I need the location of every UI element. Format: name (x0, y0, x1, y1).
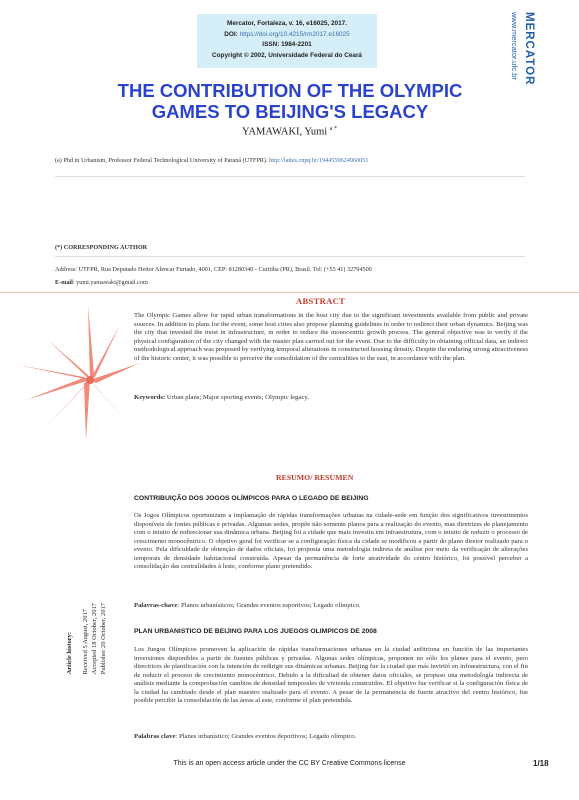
es-text: Los Juegos Olímpicos promoven la aplicación de rápidas transformaciones urbanas en la ciudad anfitriona en función de las importantes inversiones disponibles a partir de fuentes públicas y privadas. Algunas sedes olímpicas, proponen no sólo los planes para el evento, pero directrices de planificación con la intención de redirigir sus dinámicas urbanas. Beijing fue la ciudad que más invirtió en infraestructura, con el fin de reducir el proceso de crecimiento monocéntrico. Debido a la dificultad de obtener datos oficiales, se propuso una metodología indirecta de análisis mediante la comprobación cambios de densidad temporales de vivienda construidos. El objetivo fue verificar si la configuración física de la ciudad ha cambiado desde el plan maestro realizado para el evento. A pesar de la permanencia de fuerte atractivo del centro histórico, fue posible percibir la consolidación de las áreas al este, conforme el plan pretendida. (134, 646, 528, 704)
logo-word: MERCATOR (523, 12, 535, 86)
affiliation-link[interactable]: http://lattes.cnpq.br/1944559624960051 (269, 157, 369, 164)
citation: Mercator, Fortaleza, v. 16, e16025, 2017. (227, 20, 347, 27)
pt-text: Os Jogos Olímpicos oportunizam a implantação de rápidas transformações urbanas na cidade-sede em função dos significativos investimentos disponíveis de fontes públicas e privadas. Algumas sedes, propõe não somente planos para a realização do evento, mas diretrizes de planejamento com o intuito de redirecionar sua dinâmica urbana. Beijing foi a cidade que mais investiu em infraestrutura, com o intuito de reduzir o processo de crescimento monocêntrico. O objetivo geral foi verificar se a configuração física da cidade se modificou a partir do plano diretor realizado para o evento. Pela dificuldade de obtenção de dados oficiais, foi proposta uma metodologia indireta de análise por meio da verificação de alterações temporais de densidade habitacional construída. Apesar da permanência de forte atratividade do centro histórico, foi possível perceber a consolidação das centralidades à leste, conforme plano pretendido. (134, 512, 528, 570)
doi-link[interactable]: https://doi.org/10.4215/rm2017.e16025 (239, 30, 350, 38)
doi-label: DOI: (224, 30, 238, 38)
divider (0, 292, 579, 293)
email-line (55, 279, 148, 286)
abstract-text: The Olympic Games allow for rapid urban transformations in the host city due to the significant investments available from public and private sources. In addition to plans for the event, some host cities also propose planning guidelines in order to redirect their urban dynamics. Beijing was the city that invested the most in infrastructure, in order to reduce the monocentric growth process. The general objective was to verify if the physical configuration of the city changed with the master plan carried out for the event. Due to the difficulty in obtaining official data, an indirect methodological approach was proposed by verifying temporal alterations in constructed housing density. Despite the enduring strong attractiveness of the historic center, it was possible to perceive the consolidation of the centralities to the east, in accordance with the plan. (134, 312, 528, 362)
email-label: E-mail (55, 279, 73, 286)
title-line-1: THE CONTRIBUTION OF THE OLYMPIC (117, 80, 463, 101)
compass-star-icon (18, 305, 140, 440)
keywords: Urban plans; Major sporting events; Olympic legacy. (165, 394, 309, 401)
doi-line (197, 30, 377, 41)
pt-title: CONTRIBUIÇÃO DOS JOGOS OLÍMPICOS PARA O LEGADO DE BEIJING (134, 495, 369, 502)
es-keywords (134, 733, 528, 742)
title-line-2: GAMES TO BEIJING'S LEGACY (151, 101, 429, 122)
es-keywords-text: : Planes urbanístico; Grandes eventos deportivos; Legado olímpico. (175, 733, 357, 740)
es-keywords-label: Palabras clave (134, 733, 176, 740)
keywords-label: Keywords: (134, 394, 166, 401)
history-published: Publisher 20 October, 2017 (100, 602, 107, 674)
license-footer: This is an open access article under the CC BY Creative Commons license (173, 760, 406, 767)
resumo-heading: RESUMO/ RESUMEN (276, 473, 354, 482)
author-name: YAMAWAKI, Yumi (242, 126, 328, 138)
history-label: Article history: (66, 631, 73, 674)
affiliation (55, 157, 368, 164)
history-received: Received 5 August, 2017 (82, 608, 89, 674)
pt-keywords-text: : Planos urbanísticos; Grandes eventos esportivos; Legado olímpico. (177, 602, 361, 609)
copyright: Copyright © 2002, Universidade Federal do Ceará (212, 51, 362, 59)
address: Address: UTFPR, Rua Deputado Heitor Alencar Furtado, 4001, CEP: 81280340 - Curitiba (PR), Brasil. Tel: (+55 41) 32794500 (55, 266, 372, 273)
issn: ISSN: 1984-2201 (262, 41, 312, 48)
pt-keywords (134, 602, 528, 611)
history-accepted: Accepted 18 October, 2017 (91, 602, 98, 674)
site-url[interactable]: www.mercator.ufc.br (510, 12, 519, 80)
es-title: PLAN URBANISTICO DE BEIJING PARA LOS JUEGOS OLIMPICOS DE 2008 (134, 628, 377, 635)
abstract-keywords (134, 394, 528, 403)
pt-keywords-label: Palavras-chave (134, 602, 178, 609)
article-title (60, 80, 520, 122)
divider (55, 256, 525, 257)
author-marks: a * (329, 126, 337, 132)
email[interactable]: : yumi.yamawaki@gmail.com (72, 279, 148, 286)
author (0, 126, 579, 138)
corresponding-heading: (*) CORRESPONDING AUTHOR (55, 244, 148, 251)
article-history (66, 572, 126, 674)
page-number: 1/18 (533, 759, 549, 768)
affiliation-text: (a) Phd in Urbanism, Professor Federal Technological University of Paraná (UTFPR). (55, 157, 268, 164)
journal-header-box (197, 14, 377, 68)
divider (55, 176, 525, 177)
abstract-heading: ABSTRACT (296, 296, 346, 306)
